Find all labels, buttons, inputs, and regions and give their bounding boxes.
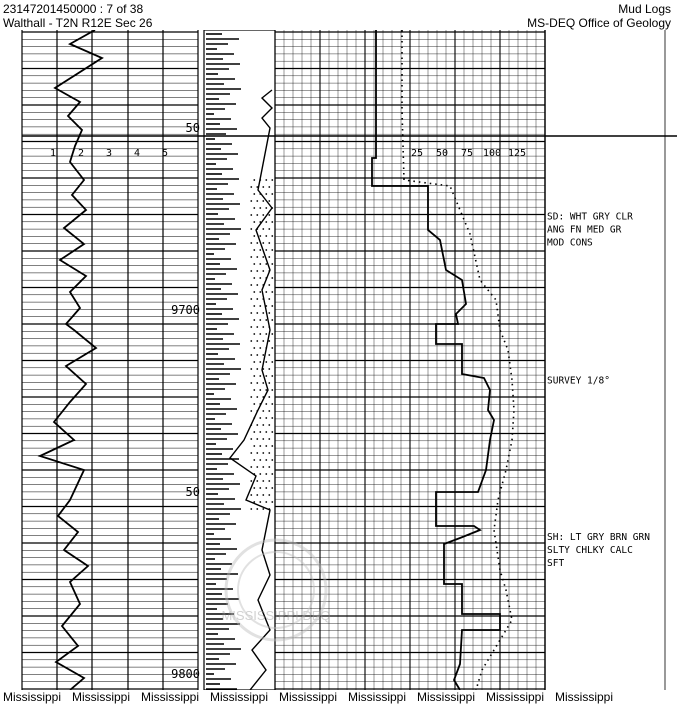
sand-dot	[256, 326, 258, 328]
grid-lines	[22, 30, 677, 690]
log-graphic	[0, 30, 677, 690]
sand-dot	[250, 438, 252, 440]
lithology-annotation: SLTY CHLKY CALC	[547, 544, 633, 556]
sand-dot	[271, 305, 273, 307]
drill-rate-scale-label: 1	[49, 148, 57, 159]
sand-dot	[256, 368, 258, 370]
sand-dot	[259, 235, 261, 237]
sand-dot	[265, 333, 267, 335]
sand-dot	[253, 305, 255, 307]
sand-dot	[259, 291, 261, 293]
sand-dot	[250, 354, 252, 356]
sand-dot	[253, 179, 255, 181]
sand-dot	[271, 459, 273, 461]
sand-dot	[262, 340, 264, 342]
sand-dot	[253, 193, 255, 195]
sand-dot	[259, 305, 261, 307]
sand-dot	[271, 347, 273, 349]
sand-dot	[271, 277, 273, 279]
sand-dot	[250, 242, 252, 244]
depth-label: 9700	[171, 303, 200, 317]
footer-strip	[0, 690, 677, 705]
sand-dot	[253, 249, 255, 251]
sand-dot	[265, 249, 267, 251]
deq-watermark	[221, 540, 330, 640]
sand-dot	[268, 396, 270, 398]
depth-label: 50	[185, 121, 200, 135]
sand-dot	[265, 417, 267, 419]
sand-dot	[262, 452, 264, 454]
sand-dot	[259, 319, 261, 321]
sand-dot	[250, 256, 252, 258]
sand-dot	[271, 319, 273, 321]
sand-dot	[259, 375, 261, 377]
sand-dot	[265, 459, 267, 461]
sand-dot	[253, 389, 255, 391]
sand-dot	[256, 270, 258, 272]
sand-dot	[259, 263, 261, 265]
lithology-annotation: SD: WHT GRY CLR	[547, 211, 633, 223]
footer-label: Mississippi	[141, 690, 200, 704]
sand-dot	[253, 277, 255, 279]
sand-dot	[256, 466, 258, 468]
sand-dot	[250, 382, 252, 384]
footer-label: Mississippi	[348, 690, 407, 704]
sand-dot	[250, 410, 252, 412]
sand-dot	[268, 186, 270, 188]
drill-rate-scale-label: 3	[105, 148, 113, 159]
footer-label: Mississippi	[210, 690, 269, 704]
sand-dot	[268, 382, 270, 384]
sand-dot	[268, 200, 270, 202]
sand-dot	[250, 452, 252, 454]
sand-dot	[253, 263, 255, 265]
sand-dot	[268, 214, 270, 216]
sand-dot	[268, 340, 270, 342]
sand-dot	[256, 382, 258, 384]
sand-dot	[250, 312, 252, 314]
sand-dot	[265, 235, 267, 237]
sand-dot	[262, 186, 264, 188]
sand-dot	[265, 501, 267, 503]
lithology-annotation: ANG FN MED GR	[547, 224, 622, 236]
sand-dot	[265, 221, 267, 223]
sand-dot	[256, 494, 258, 496]
sand-dot	[265, 207, 267, 209]
sand-dot	[253, 319, 255, 321]
sand-dot	[250, 228, 252, 230]
sand-dot	[265, 431, 267, 433]
sand-dot	[271, 487, 273, 489]
sand-dot	[271, 389, 273, 391]
sand-dot	[259, 277, 261, 279]
sand-dot	[271, 375, 273, 377]
sand-dot	[256, 340, 258, 342]
footer-label: Mississippi	[417, 690, 476, 704]
sand-dot	[253, 487, 255, 489]
sand-dot	[250, 326, 252, 328]
lithology-annotation: SFT	[547, 557, 565, 569]
sand-dot	[262, 508, 264, 510]
gas-scale-label: 125	[507, 148, 527, 159]
sand-dot	[253, 347, 255, 349]
footer-label: Mississippi	[72, 690, 131, 704]
sand-dot	[265, 375, 267, 377]
sand-dot	[265, 319, 267, 321]
drill-rate-scale-label: 5	[161, 148, 169, 159]
sand-dot	[256, 480, 258, 482]
sand-dot	[253, 403, 255, 405]
sand-dot	[256, 214, 258, 216]
sand-dot	[271, 291, 273, 293]
lithology-annotation: MOD CONS	[547, 237, 593, 249]
sand-dot	[259, 501, 261, 503]
sand-dot	[262, 270, 264, 272]
sand-dot	[262, 256, 264, 258]
sand-dot	[250, 186, 252, 188]
sand-dot	[268, 438, 270, 440]
sand-dot	[262, 200, 264, 202]
sand-dot	[271, 193, 273, 195]
sand-dot	[256, 284, 258, 286]
sand-dot	[256, 424, 258, 426]
sand-dot	[268, 242, 270, 244]
sand-dot	[262, 214, 264, 216]
sand-dot	[250, 340, 252, 342]
sand-dot	[262, 312, 264, 314]
sand-dot	[271, 333, 273, 335]
sand-dot	[268, 354, 270, 356]
sand-dot	[262, 424, 264, 426]
header-left-line-2: Walthall - T2N R12E Sec 26	[3, 16, 153, 30]
sand-dot	[259, 487, 261, 489]
gas-scale-label: 75	[460, 148, 474, 159]
gas-scale-label: 100	[482, 148, 502, 159]
sand-dot	[271, 473, 273, 475]
sand-dot	[253, 375, 255, 377]
sand-dot	[250, 494, 252, 496]
sand-dot	[262, 494, 264, 496]
sand-dot	[268, 424, 270, 426]
sand-dot	[256, 396, 258, 398]
sand-dot	[259, 417, 261, 419]
sand-dot	[268, 494, 270, 496]
sand-dot	[250, 396, 252, 398]
sand-dot	[271, 417, 273, 419]
sand-dot	[250, 284, 252, 286]
sand-dot	[250, 508, 252, 510]
sand-dot	[250, 214, 252, 216]
footer-label: Mississippi	[486, 690, 545, 704]
sand-dot	[262, 326, 264, 328]
sand-dot	[271, 501, 273, 503]
sand-dot	[262, 410, 264, 412]
sand-dot	[271, 403, 273, 405]
sand-dot	[253, 291, 255, 293]
drill-rate-scale-label: 4	[133, 148, 141, 159]
sand-dot	[268, 256, 270, 258]
footer-label: Mississippi	[3, 690, 62, 704]
sand-dot	[268, 410, 270, 412]
sand-dot	[256, 312, 258, 314]
sand-dot	[256, 438, 258, 440]
sand-dot	[259, 473, 261, 475]
sand-dot	[265, 193, 267, 195]
sand-dot	[250, 368, 252, 370]
sand-dot	[253, 221, 255, 223]
header-right-line-1: Mud Logs	[618, 2, 671, 16]
sand-dot	[268, 228, 270, 230]
sand-dot	[262, 354, 264, 356]
depth-label: 9800	[171, 667, 200, 681]
mud-log-scan	[0, 30, 677, 690]
sand-dot	[253, 333, 255, 335]
drill-rate-scale-label: 2	[77, 148, 85, 159]
sand-dot	[271, 361, 273, 363]
sand-dot	[259, 431, 261, 433]
sand-dot	[253, 459, 255, 461]
sand-dot	[262, 480, 264, 482]
sand-dot	[265, 445, 267, 447]
sand-dot	[271, 263, 273, 265]
header-right-line-2: MS-DEQ Office of Geology	[527, 16, 671, 30]
sand-dot	[262, 382, 264, 384]
sand-dot	[271, 249, 273, 251]
sand-dot	[259, 333, 261, 335]
sand-dot	[250, 270, 252, 272]
sand-dot	[256, 256, 258, 258]
sand-dot	[268, 284, 270, 286]
sand-dot	[259, 459, 261, 461]
sand-dot	[265, 487, 267, 489]
sand-dot	[259, 347, 261, 349]
sand-dot	[259, 361, 261, 363]
sand-dot	[265, 291, 267, 293]
sand-dot	[265, 403, 267, 405]
log-text	[50, 121, 650, 681]
sand-dot	[253, 431, 255, 433]
sand-dot	[262, 466, 264, 468]
lithology-annotation: SH: LT GRY BRN GRN	[547, 531, 650, 543]
header-left-line-1: 23147201450000 : 7 of 38	[3, 2, 144, 16]
sand-dot	[253, 361, 255, 363]
sand-dot	[265, 361, 267, 363]
sand-dot	[253, 207, 255, 209]
sand-dot	[271, 221, 273, 223]
sand-dot	[268, 452, 270, 454]
sand-dot	[268, 466, 270, 468]
gas-scale-label: 25	[410, 148, 424, 159]
sand-dot	[259, 389, 261, 391]
lithology-annotation: SURVEY 1/8°	[547, 375, 610, 387]
sand-dot	[250, 298, 252, 300]
sand-dot	[268, 298, 270, 300]
watermark-text: MISSISSIPPI DEQ	[221, 608, 331, 623]
sand-dot	[253, 445, 255, 447]
sand-dot	[271, 235, 273, 237]
gas-scale-label: 50	[435, 148, 449, 159]
sand-dot	[268, 480, 270, 482]
sand-dot	[256, 452, 258, 454]
depth-label: 50	[185, 485, 200, 499]
sand-dot	[268, 368, 270, 370]
sand-dot	[250, 200, 252, 202]
sand-dot	[250, 480, 252, 482]
sand-dot	[256, 298, 258, 300]
sand-dot	[259, 445, 261, 447]
sand-dot	[271, 431, 273, 433]
sand-dot	[268, 312, 270, 314]
sand-dot	[271, 445, 273, 447]
sand-dot	[259, 207, 261, 209]
sand-dot	[262, 438, 264, 440]
sand-dot	[262, 242, 264, 244]
sand-dot	[271, 179, 273, 181]
sand-dot	[265, 263, 267, 265]
sand-dot	[256, 200, 258, 202]
sand-dot	[250, 466, 252, 468]
sand-dot	[256, 354, 258, 356]
sand-dot	[259, 249, 261, 251]
sand-dot	[256, 242, 258, 244]
sand-dot	[265, 473, 267, 475]
sand-dot	[262, 228, 264, 230]
sand-dot	[265, 179, 267, 181]
sand-dot	[253, 235, 255, 237]
footer-label: Mississippi	[555, 690, 614, 704]
footer-label: Mississippi	[279, 690, 338, 704]
sand-dot	[256, 508, 258, 510]
